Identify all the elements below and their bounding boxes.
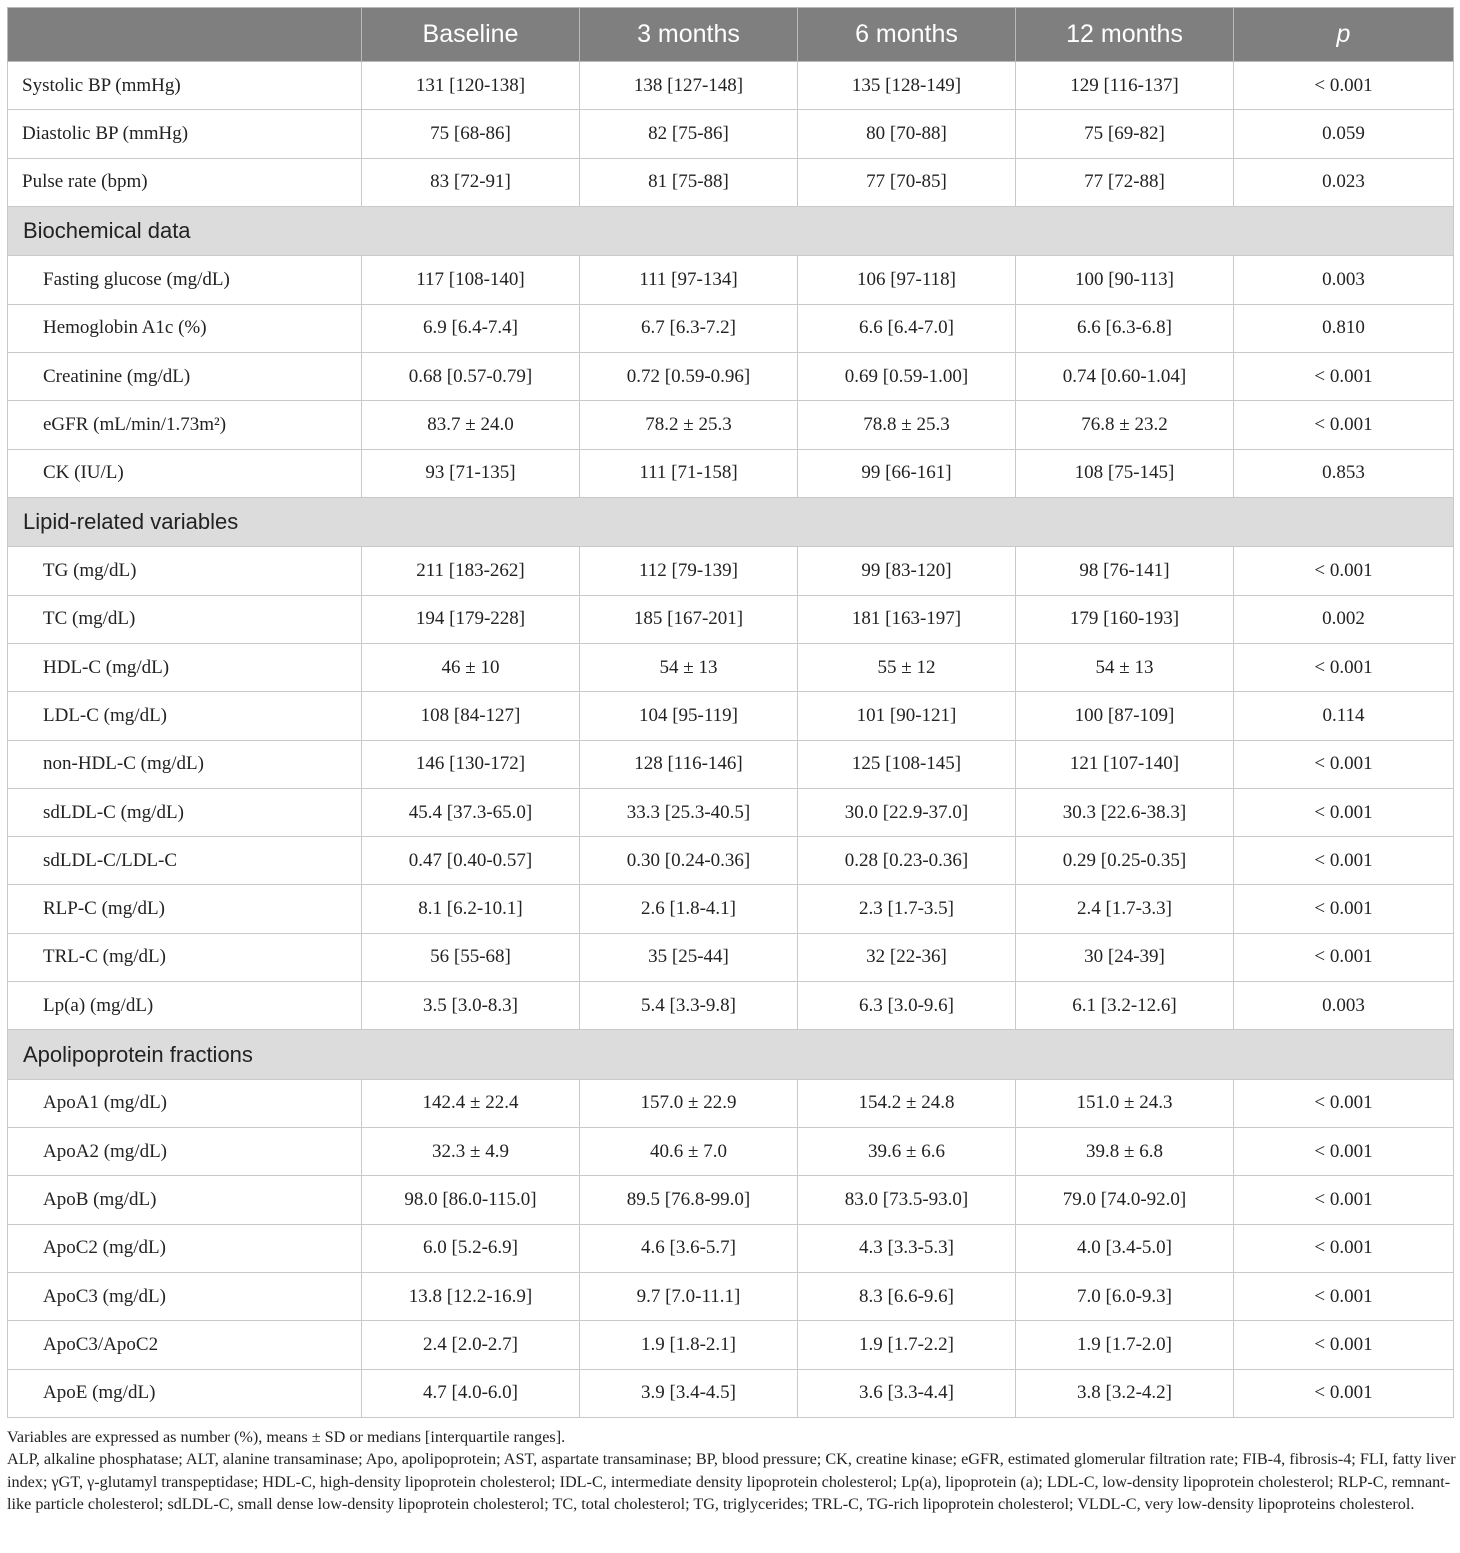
cell-12-months: 39.8 ± 6.8 [1016, 1128, 1234, 1176]
row-label: ApoA1 (mg/dL) [8, 1079, 362, 1127]
cell-6-months: 0.69 [0.59-1.00] [798, 352, 1016, 400]
row-label: non-HDL-C (mg/dL) [8, 740, 362, 788]
cell-12-months: 179 [160-193] [1016, 595, 1234, 643]
table-row [8, 1369, 1454, 1417]
row-label: Systolic BP (mmHg) [8, 62, 362, 110]
cell-6-months: 55 ± 12 [798, 643, 1016, 691]
cell-baseline: 45.4 [37.3-65.0] [362, 788, 580, 836]
row-label: ApoC2 (mg/dL) [8, 1224, 362, 1272]
cell-6-months: 181 [163-197] [798, 595, 1016, 643]
cell-baseline: 32.3 ± 4.9 [362, 1128, 580, 1176]
row-label: RLP-C (mg/dL) [8, 885, 362, 933]
table-row [8, 1273, 1454, 1321]
cell-12-months: 76.8 ± 23.2 [1016, 401, 1234, 449]
cell-baseline: 83.7 ± 24.0 [362, 401, 580, 449]
section-title: Biochemical data [8, 206, 1454, 256]
cell-3-months: 112 [79-139] [580, 547, 798, 595]
cell-3-months: 2.6 [1.8-4.1] [580, 885, 798, 933]
table-row [8, 1176, 1454, 1224]
cell-baseline: 131 [120-138] [362, 62, 580, 110]
cell-6-months: 39.6 ± 6.6 [798, 1128, 1016, 1176]
header-row [8, 8, 1454, 62]
table-row [8, 547, 1454, 595]
row-label: sdLDL-C (mg/dL) [8, 788, 362, 836]
cell-baseline: 2.4 [2.0-2.7] [362, 1321, 580, 1369]
table-row [8, 449, 1454, 497]
cell-3-months: 81 [75-88] [580, 158, 798, 206]
cell-6-months: 80 [70-88] [798, 110, 1016, 158]
cell-12-months: 100 [90-113] [1016, 256, 1234, 304]
table-row [8, 304, 1454, 352]
row-label: sdLDL-C/LDL-C [8, 837, 362, 885]
cell-baseline: 93 [71-135] [362, 449, 580, 497]
cell-3-months: 128 [116-146] [580, 740, 798, 788]
cell-12-months: 108 [75-145] [1016, 449, 1234, 497]
row-label: ApoA2 (mg/dL) [8, 1128, 362, 1176]
cell-12-months: 0.74 [0.60-1.04] [1016, 352, 1234, 400]
cell-p-value: 0.114 [1234, 692, 1454, 740]
cell-12-months: 2.4 [1.7-3.3] [1016, 885, 1234, 933]
cell-p-value: 0.059 [1234, 110, 1454, 158]
cell-3-months: 3.9 [3.4-4.5] [580, 1369, 798, 1417]
cell-3-months: 185 [167-201] [580, 595, 798, 643]
cell-p-value: 0.003 [1234, 982, 1454, 1030]
cell-12-months: 75 [69-82] [1016, 110, 1234, 158]
cell-3-months: 40.6 ± 7.0 [580, 1128, 798, 1176]
cell-6-months: 1.9 [1.7-2.2] [798, 1321, 1016, 1369]
cell-p-value: 0.810 [1234, 304, 1454, 352]
cell-3-months: 4.6 [3.6-5.7] [580, 1224, 798, 1272]
cell-6-months: 30.0 [22.9-37.0] [798, 788, 1016, 836]
footnote-expression: Variables are expressed as number (%), means ± SD or medians [interquartile ranges]. [7, 1428, 566, 1446]
cell-3-months: 5.4 [3.3-9.8] [580, 982, 798, 1030]
header-cell-p-value: p [1234, 8, 1454, 62]
cell-p-value: < 0.001 [1234, 352, 1454, 400]
cell-12-months: 4.0 [3.4-5.0] [1016, 1224, 1234, 1272]
cell-3-months: 78.2 ± 25.3 [580, 401, 798, 449]
section-header-row [8, 206, 1454, 256]
cell-p-value: < 0.001 [1234, 1273, 1454, 1321]
cell-6-months: 99 [66-161] [798, 449, 1016, 497]
cell-6-months: 83.0 [73.5-93.0] [798, 1176, 1016, 1224]
table-row [8, 885, 1454, 933]
header-cell-variable [8, 8, 362, 62]
cell-3-months: 138 [127-148] [580, 62, 798, 110]
cell-baseline: 13.8 [12.2-16.9] [362, 1273, 580, 1321]
table-row [8, 692, 1454, 740]
table-row [8, 1321, 1454, 1369]
cell-p-value: < 0.001 [1234, 1079, 1454, 1127]
cell-6-months: 77 [70-85] [798, 158, 1016, 206]
cell-3-months: 89.5 [76.8-99.0] [580, 1176, 798, 1224]
cell-12-months: 6.6 [6.3-6.8] [1016, 304, 1234, 352]
cell-baseline: 117 [108-140] [362, 256, 580, 304]
table-row [8, 110, 1454, 158]
table-body [8, 62, 1454, 1418]
cell-6-months: 6.6 [6.4-7.0] [798, 304, 1016, 352]
cell-p-value: < 0.001 [1234, 933, 1454, 981]
row-label: CK (IU/L) [8, 449, 362, 497]
cell-p-value: 0.003 [1234, 256, 1454, 304]
cell-p-value: < 0.001 [1234, 643, 1454, 691]
cell-p-value: < 0.001 [1234, 62, 1454, 110]
cell-p-value: < 0.001 [1234, 740, 1454, 788]
cell-baseline: 46 ± 10 [362, 643, 580, 691]
cell-6-months: 99 [83-120] [798, 547, 1016, 595]
cell-p-value: < 0.001 [1234, 837, 1454, 885]
cell-3-months: 1.9 [1.8-2.1] [580, 1321, 798, 1369]
cell-baseline: 6.0 [5.2-6.9] [362, 1224, 580, 1272]
table-row [8, 256, 1454, 304]
cell-baseline: 142.4 ± 22.4 [362, 1079, 580, 1127]
cell-6-months: 2.3 [1.7-3.5] [798, 885, 1016, 933]
row-label: ApoB (mg/dL) [8, 1176, 362, 1224]
cell-6-months: 78.8 ± 25.3 [798, 401, 1016, 449]
cell-p-value: < 0.001 [1234, 547, 1454, 595]
table-row [8, 643, 1454, 691]
header-cell-6-months: 6 months [798, 8, 1016, 62]
table-row [8, 788, 1454, 836]
cell-3-months: 104 [95-119] [580, 692, 798, 740]
row-label: TC (mg/dL) [8, 595, 362, 643]
row-label: ApoE (mg/dL) [8, 1369, 362, 1417]
cell-p-value: < 0.001 [1234, 1176, 1454, 1224]
cell-baseline: 6.9 [6.4-7.4] [362, 304, 580, 352]
cell-6-months: 154.2 ± 24.8 [798, 1079, 1016, 1127]
cell-12-months: 30 [24-39] [1016, 933, 1234, 981]
cell-baseline: 108 [84-127] [362, 692, 580, 740]
cell-6-months: 32 [22-36] [798, 933, 1016, 981]
cell-12-months: 98 [76-141] [1016, 547, 1234, 595]
row-label: TRL-C (mg/dL) [8, 933, 362, 981]
cell-baseline: 211 [183-262] [362, 547, 580, 595]
cell-3-months: 54 ± 13 [580, 643, 798, 691]
row-label: Fasting glucose (mg/dL) [8, 256, 362, 304]
cell-6-months: 0.28 [0.23-0.36] [798, 837, 1016, 885]
row-label: Lp(a) (mg/dL) [8, 982, 362, 1030]
cell-baseline: 0.47 [0.40-0.57] [362, 837, 580, 885]
table-row [8, 62, 1454, 110]
row-label: LDL-C (mg/dL) [8, 692, 362, 740]
cell-p-value: < 0.001 [1234, 1128, 1454, 1176]
results-table-container [7, 7, 1453, 1418]
cell-p-value: < 0.001 [1234, 1369, 1454, 1417]
table-row [8, 1128, 1454, 1176]
cell-3-months: 6.7 [6.3-7.2] [580, 304, 798, 352]
table-row [8, 401, 1454, 449]
cell-p-value: 0.002 [1234, 595, 1454, 643]
row-label: ApoC3/ApoC2 [8, 1321, 362, 1369]
section-header-row [8, 497, 1454, 547]
cell-12-months: 54 ± 13 [1016, 643, 1234, 691]
cell-baseline: 98.0 [86.0-115.0] [362, 1176, 580, 1224]
cell-12-months: 30.3 [22.6-38.3] [1016, 788, 1234, 836]
table-row [8, 740, 1454, 788]
cell-12-months: 121 [107-140] [1016, 740, 1234, 788]
cell-baseline: 194 [179-228] [362, 595, 580, 643]
cell-baseline: 56 [55-68] [362, 933, 580, 981]
table-row [8, 158, 1454, 206]
cell-3-months: 82 [75-86] [580, 110, 798, 158]
table-row [8, 1224, 1454, 1272]
section-header-row [8, 1030, 1454, 1080]
cell-12-months: 3.8 [3.2-4.2] [1016, 1369, 1234, 1417]
table-row [8, 352, 1454, 400]
table-row [8, 595, 1454, 643]
cell-6-months: 6.3 [3.0-9.6] [798, 982, 1016, 1030]
cell-baseline: 3.5 [3.0-8.3] [362, 982, 580, 1030]
results-table [7, 7, 1454, 1418]
table-row [8, 933, 1454, 981]
section-title: Lipid-related variables [8, 497, 1454, 547]
cell-baseline: 83 [72-91] [362, 158, 580, 206]
cell-baseline: 75 [68-86] [362, 110, 580, 158]
cell-12-months: 1.9 [1.7-2.0] [1016, 1321, 1234, 1369]
cell-baseline: 8.1 [6.2-10.1] [362, 885, 580, 933]
table-row [8, 1079, 1454, 1127]
row-label: Creatinine (mg/dL) [8, 352, 362, 400]
cell-3-months: 111 [71-158] [580, 449, 798, 497]
header-cell-3-months: 3 months [580, 8, 798, 62]
cell-12-months: 0.29 [0.25-0.35] [1016, 837, 1234, 885]
section-title: Apolipoprotein fractions [8, 1030, 1454, 1080]
row-label: HDL-C (mg/dL) [8, 643, 362, 691]
cell-12-months: 7.0 [6.0-9.3] [1016, 1273, 1234, 1321]
row-label: eGFR (mL/min/1.73m²) [8, 401, 362, 449]
cell-3-months: 0.30 [0.24-0.36] [580, 837, 798, 885]
cell-6-months: 135 [128-149] [798, 62, 1016, 110]
header-cell-baseline: Baseline [362, 8, 580, 62]
cell-12-months: 100 [87-109] [1016, 692, 1234, 740]
cell-3-months: 33.3 [25.3-40.5] [580, 788, 798, 836]
cell-12-months: 79.0 [74.0-92.0] [1016, 1176, 1234, 1224]
table-row [8, 982, 1454, 1030]
cell-12-months: 77 [72-88] [1016, 158, 1234, 206]
cell-12-months: 6.1 [3.2-12.6] [1016, 982, 1234, 1030]
cell-p-value: 0.023 [1234, 158, 1454, 206]
cell-p-value: 0.853 [1234, 449, 1454, 497]
cell-p-value: < 0.001 [1234, 1224, 1454, 1272]
cell-3-months: 0.72 [0.59-0.96] [580, 352, 798, 400]
cell-3-months: 35 [25-44] [580, 933, 798, 981]
cell-baseline: 0.68 [0.57-0.79] [362, 352, 580, 400]
footnote-abbreviations: ALP, alkaline phosphatase; ALT, alanine transaminase; Apo, apolipoprotein; AST, aspartate transaminase; BP, blood pressure; CK, creatine kinase; eGFR, estimated glomerular filtration rate; FIB-4, fibrosis-4; FLI, fatty liver index; γGT, γ-glutamyl transpeptidase; HDL-C, high-density lipoprotein cholesterol; IDL-C, intermediate density lipoprotein cholesterol; Lp(a), lipoprotein (a); LDL-C, low-density lipoprotein cholesterol; RLP-C, remnant-like particle cholesterol; sdLDL-C, small dense low-density lipoprotein cholesterol; TC, total cholesterol; TG, triglycerides; TRL-C, TG-rich lipoprotein cholesterol; VLDL-C, very low-density lipoproteins cholesterol. [7, 1450, 1456, 1514]
cell-p-value: < 0.001 [1234, 788, 1454, 836]
cell-6-months: 106 [97-118] [798, 256, 1016, 304]
row-label: Pulse rate (bpm) [8, 158, 362, 206]
row-label: TG (mg/dL) [8, 547, 362, 595]
cell-baseline: 4.7 [4.0-6.0] [362, 1369, 580, 1417]
cell-12-months: 129 [116-137] [1016, 62, 1234, 110]
table-row [8, 837, 1454, 885]
cell-3-months: 157.0 ± 22.9 [580, 1079, 798, 1127]
cell-6-months: 8.3 [6.6-9.6] [798, 1273, 1016, 1321]
table-footnotes [7, 1426, 1457, 1516]
row-label: ApoC3 (mg/dL) [8, 1273, 362, 1321]
header-cell-12-months: 12 months [1016, 8, 1234, 62]
cell-p-value: < 0.001 [1234, 1321, 1454, 1369]
cell-12-months: 151.0 ± 24.3 [1016, 1079, 1234, 1127]
cell-6-months: 125 [108-145] [798, 740, 1016, 788]
cell-6-months: 4.3 [3.3-5.3] [798, 1224, 1016, 1272]
cell-6-months: 3.6 [3.3-4.4] [798, 1369, 1016, 1417]
cell-baseline: 146 [130-172] [362, 740, 580, 788]
row-label: Diastolic BP (mmHg) [8, 110, 362, 158]
cell-p-value: < 0.001 [1234, 885, 1454, 933]
cell-p-value: < 0.001 [1234, 401, 1454, 449]
cell-6-months: 101 [90-121] [798, 692, 1016, 740]
cell-3-months: 9.7 [7.0-11.1] [580, 1273, 798, 1321]
cell-3-months: 111 [97-134] [580, 256, 798, 304]
row-label: Hemoglobin A1c (%) [8, 304, 362, 352]
